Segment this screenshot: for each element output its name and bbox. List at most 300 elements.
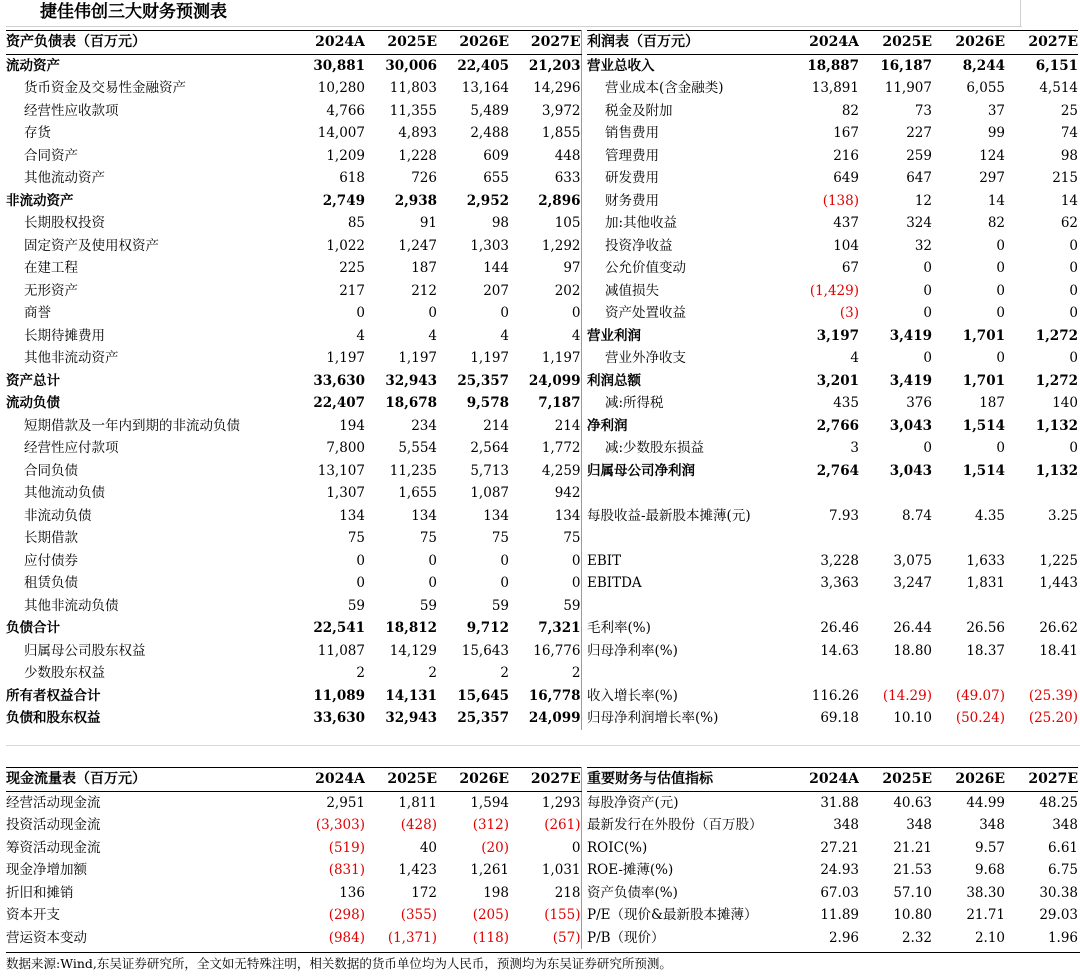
- cash_flow-cell: 1,261: [470, 862, 509, 878]
- income_statement-cell: 1,514: [962, 462, 1005, 479]
- balance_sheet-cell: 22,407: [313, 395, 365, 411]
- income_statement-cell: [932, 527, 1005, 550]
- balance_sheet-row-label: 归属母公司股东权益: [24, 642, 146, 659]
- cash_flow-cell: (312): [472, 817, 509, 833]
- key_metrics-cell: 57.10: [893, 884, 932, 901]
- balance_sheet-cell: 0: [428, 552, 437, 569]
- balance_sheet-cell: 15,643: [461, 642, 509, 659]
- cash_flow-cell: 1,031: [509, 859, 581, 882]
- income_statement-cell: 67: [841, 260, 859, 276]
- income_statement-cell: 0: [1069, 350, 1078, 366]
- income_statement-cell: 26.44: [893, 620, 932, 636]
- balance_sheet-row: [6, 685, 581, 708]
- page-title: 捷佳伟创三大财务预测表: [40, 2, 227, 22]
- key_metrics-year-header: 2027E: [1005, 768, 1078, 792]
- balance_sheet-cell: 0: [500, 552, 509, 569]
- income_statement-cell: 0: [996, 440, 1005, 456]
- income_statement-cell: 216: [833, 147, 859, 164]
- cash_flow-cell: (519): [328, 839, 365, 856]
- income_statement-row-label: 净利润: [587, 417, 628, 434]
- income_statement-row: [587, 190, 1078, 213]
- cash_flow-cell: 1,423: [398, 862, 437, 878]
- income_statement-cell: 18.80: [893, 642, 932, 659]
- income_statement-row: [587, 662, 1078, 685]
- income_statement-cell: 8,244: [962, 57, 1005, 74]
- balance_sheet-cell: 18,678: [385, 395, 437, 411]
- balance_sheet-cell: 1,022: [326, 237, 365, 254]
- balance_sheet-cell: 9,578: [466, 395, 509, 411]
- balance_sheet-cell: 11,803: [389, 80, 437, 96]
- balance_sheet-row: [6, 550, 581, 573]
- balance_sheet-cell: 214: [483, 417, 509, 434]
- income_statement-row: [587, 212, 1078, 235]
- balance_sheet-cell: 91: [419, 215, 437, 231]
- income_statement-cell: 0: [996, 237, 1005, 254]
- key_metrics-cell: 348: [979, 817, 1005, 833]
- balance_sheet-cell: 5,713: [470, 462, 509, 479]
- balance_sheet-cell: 0: [356, 305, 365, 321]
- income_statement-year-header: 2027E: [1005, 31, 1078, 55]
- income_statement-row: [587, 482, 1078, 505]
- balance_sheet-row-label: 长期借款: [24, 530, 78, 546]
- income_statement-cell: 0: [996, 282, 1005, 299]
- income_statement-cell: 140: [1052, 395, 1078, 411]
- income_statement-row: [587, 460, 1078, 483]
- income_statement-cell: 0: [1069, 440, 1078, 456]
- income_statement-row-label: 减值损失: [605, 282, 659, 299]
- income_statement-row: [587, 595, 1078, 618]
- income_statement-table: [587, 30, 1078, 730]
- income_statement-cell: 124: [979, 147, 1005, 164]
- balance_sheet-cell: 32,943: [385, 710, 437, 726]
- balance_sheet-row: [6, 662, 581, 685]
- income_statement-cell: [859, 527, 932, 550]
- income_statement-cell: 14: [987, 192, 1005, 209]
- balance_sheet-cell: 1,772: [509, 437, 581, 460]
- balance_sheet-cell: 59: [419, 597, 437, 614]
- income_statement-cell: [859, 662, 932, 685]
- balance_sheet-cell: 2,488: [470, 125, 509, 141]
- balance_sheet-row: [6, 325, 581, 348]
- cash_flow-cell: (261): [509, 814, 581, 837]
- balance_sheet-cell: 4: [356, 327, 365, 344]
- income_statement-cell: [932, 482, 1005, 505]
- income_statement-row: [587, 54, 1078, 77]
- income_statement-row-label: 营业外净收支: [605, 350, 686, 366]
- income_statement-row: [587, 572, 1078, 595]
- balance_sheet-row-label: 其他流动负债: [24, 485, 105, 501]
- balance_sheet-row: [6, 54, 581, 77]
- income_statement-row-label: 加:其他收益: [605, 215, 678, 231]
- income_statement-cell: [859, 482, 932, 505]
- balance_sheet-row-label: 经营性应付款项: [24, 440, 119, 456]
- balance_sheet-cell: 30,006: [385, 57, 437, 74]
- income_statement-cell: 74: [1060, 125, 1078, 141]
- source-note: 数据来源:Wind,东吴证券研究所，全文如无特殊注明，相关数据的货币单位均为人民币，预测均为东吴证券研究所预测。: [6, 952, 1080, 975]
- balance_sheet-cell: 30,881: [313, 57, 365, 74]
- income_statement-cell: 0: [923, 282, 932, 299]
- income_statement-cell: 8.74: [901, 507, 932, 524]
- balance_sheet-cell: 75: [419, 530, 437, 546]
- income_statement-cell: 10.10: [893, 710, 932, 726]
- income_statement-cell: (25.20): [1028, 710, 1078, 726]
- cash_flow-cell: (1,371): [387, 929, 437, 946]
- key_metrics-year-header: 2024A: [779, 768, 859, 792]
- income_statement-row: [587, 617, 1078, 640]
- balance_sheet-cell: 134: [339, 507, 365, 524]
- balance_sheet-row: [6, 235, 581, 258]
- key_metrics-row: [587, 791, 1078, 814]
- income_statement-row-label: [587, 482, 779, 505]
- income_statement-cell: 0: [1069, 305, 1078, 321]
- income_statement-cell: 649: [833, 170, 859, 186]
- balance_sheet-cell: 5,554: [398, 440, 437, 456]
- income_statement-cell: [859, 595, 932, 618]
- cash_flow-cell: 1,293: [509, 791, 581, 814]
- key_metrics-row: [587, 837, 1078, 860]
- income_statement-cell: [779, 595, 859, 618]
- balance_sheet-cell: 11,087: [317, 642, 365, 659]
- income_statement-row-label: 投资净收益: [605, 237, 673, 254]
- income_statement-cell: 0: [996, 305, 1005, 321]
- income_statement-row-label: 营业成本(含金融类): [605, 80, 724, 96]
- income_statement-cell: 3,363: [820, 575, 859, 591]
- income_statement-cell: 14: [1060, 192, 1078, 209]
- income_statement-cell: 4.35: [974, 507, 1005, 524]
- income_statement-row-label: 财务费用: [605, 192, 659, 209]
- income_statement-cell: 3.25: [1047, 507, 1078, 524]
- income_statement-cell: 0: [923, 350, 932, 366]
- key_metrics-row: [587, 882, 1078, 905]
- income_statement-row: [587, 347, 1078, 370]
- cash_flow-cell: 136: [339, 884, 365, 901]
- balance_sheet-cell: 134: [411, 507, 437, 524]
- balance_sheet-cell: 105: [509, 212, 581, 235]
- balance_sheet-cell: 98: [491, 215, 509, 231]
- balance_sheet-cell: 33,630: [313, 710, 365, 726]
- cash_flow-header-title: 现金流量表（百万元）: [6, 768, 295, 792]
- balance_sheet-cell: 59: [491, 597, 509, 614]
- balance_sheet-row: [6, 347, 581, 370]
- balance_sheet-row: [6, 167, 581, 190]
- key_metrics-row: [587, 904, 1078, 927]
- income_statement-cell: [932, 662, 1005, 685]
- income_statement-row-label: 管理费用: [605, 147, 659, 164]
- key_metrics-row: [587, 814, 1078, 837]
- balance_sheet-row-label: 负债和股东权益: [6, 710, 101, 726]
- key_metrics-cell: 348: [906, 817, 932, 833]
- cash_flow-row: [6, 791, 581, 814]
- balance_sheet-row: [6, 190, 581, 213]
- balance_sheet-cell: 0: [500, 575, 509, 591]
- income_statement-cell: (14.29): [882, 687, 932, 704]
- income_statement-cell: 376: [906, 395, 932, 411]
- balance_sheet-cell: 1,303: [470, 237, 509, 254]
- income_statement-row-label: 归属母公司净利润: [587, 462, 695, 479]
- balance_sheet-cell: 1,855: [509, 122, 581, 145]
- income_statement-row: [587, 640, 1078, 663]
- balance_sheet-cell: 7,187: [509, 392, 581, 415]
- income_statement-cell: 187: [979, 395, 1005, 411]
- key_metrics-cell: 1.96: [1047, 929, 1078, 946]
- key_metrics-row-label: ROIC(%): [587, 839, 648, 856]
- balance_sheet-cell: 2,938: [394, 192, 437, 209]
- income_statement-row: [587, 167, 1078, 190]
- balance_sheet-cell: 85: [347, 215, 365, 231]
- balance_sheet-cell: 187: [411, 260, 437, 276]
- balance_sheet-cell: 2: [356, 665, 365, 681]
- income_statement-cell: 0: [1069, 260, 1078, 276]
- income_statement-row: [587, 707, 1078, 730]
- balance_sheet-row-label: 商誉: [24, 305, 51, 321]
- key_metrics-row: [587, 859, 1078, 882]
- income_statement-cell: (138): [822, 192, 859, 209]
- balance_sheet-cell: 14,296: [509, 77, 581, 100]
- cash_flow-cell: (428): [400, 817, 437, 833]
- income_statement-cell: 26.56: [966, 620, 1005, 636]
- cash_flow-row-label: 折旧和摊销: [6, 884, 74, 901]
- key_metrics-cell: 21.53: [893, 862, 932, 878]
- income_statement-cell: 3,043: [889, 462, 932, 479]
- balance_sheet-year-header: 2027E: [509, 31, 581, 55]
- cash_flow-row: [6, 882, 581, 905]
- income_statement-cell: 6,055: [966, 80, 1005, 96]
- balance_sheet-cell: 1,209: [326, 147, 365, 164]
- income_statement-cell: [779, 662, 859, 685]
- key_metrics-cell: 31.88: [820, 794, 859, 811]
- cash_flow-cell: (3,303): [315, 817, 365, 833]
- balance_sheet-row-label: 资产总计: [6, 372, 60, 389]
- balance_sheet-cell: 24,099: [509, 707, 581, 730]
- balance_sheet-cell: 726: [411, 170, 437, 186]
- balance_sheet-cell: 2: [509, 662, 581, 685]
- income_statement-header-row: [587, 31, 1078, 55]
- cash_flow-cell: (118): [472, 929, 509, 946]
- balance_sheet-row: [6, 212, 581, 235]
- balance-sheet-table-wrap: [6, 30, 582, 730]
- balance_sheet-cell: 448: [509, 145, 581, 168]
- income_statement-cell: 3,043: [889, 417, 932, 434]
- cash_flow-cell: 218: [509, 882, 581, 905]
- balance_sheet-row-label: 其他流动资产: [24, 170, 105, 186]
- key_metrics-cell: 10.80: [893, 907, 932, 923]
- balance_sheet-cell: 1,197: [470, 350, 509, 366]
- key_metrics-year-header: 2025E: [859, 768, 932, 792]
- cash_flow-cell: 198: [483, 884, 509, 901]
- income_statement-cell: (49.07): [955, 687, 1005, 704]
- balance_sheet-cell: 942: [509, 482, 581, 505]
- income_statement-cell: 0: [923, 440, 932, 456]
- income_statement-cell: 3,197: [816, 327, 859, 344]
- income_statement-cell: 13,891: [811, 80, 859, 96]
- income_statement-cell: 14.63: [820, 642, 859, 659]
- income_statement-row-label: EBITDA: [587, 575, 642, 591]
- income_statement-year-header: 2024A: [779, 31, 859, 55]
- income_statement-row: [587, 235, 1078, 258]
- income_statement-cell: [932, 595, 1005, 618]
- balance_sheet-cell: 134: [483, 507, 509, 524]
- balance_sheet-cell: 33,630: [313, 372, 365, 389]
- income_statement-cell: 18,887: [807, 57, 859, 74]
- balance_sheet-cell: 59: [347, 597, 365, 614]
- income_statement-row: [587, 325, 1078, 348]
- balance_sheet-cell: 0: [428, 305, 437, 321]
- balance_sheet-row-label: 货币资金及交易性金融资产: [24, 80, 186, 96]
- income_statement-row-label: [587, 527, 779, 550]
- balance_sheet-row-label: 非流动资产: [6, 192, 74, 209]
- cash_flow-cell: (20): [481, 839, 509, 856]
- balance_sheet-cell: 14,007: [317, 125, 365, 141]
- balance_sheet-row: [6, 595, 581, 618]
- key_metrics-row-label: 最新发行在外股份（百万股）: [587, 817, 763, 833]
- balance_sheet-cell: 0: [500, 305, 509, 321]
- balance_sheet-row: [6, 482, 581, 505]
- income_statement-cell: [1005, 595, 1078, 618]
- balance_sheet-row-label: 负债合计: [6, 620, 60, 636]
- income_statement-cell: 73: [914, 102, 932, 119]
- income_statement-row-label: 研发费用: [605, 170, 659, 186]
- key_metrics-cell: 348: [1052, 817, 1078, 833]
- income_statement-row: [587, 145, 1078, 168]
- income_statement-row-label: 毛利率(%): [587, 620, 651, 636]
- key_metrics-cell: 9.68: [974, 862, 1005, 878]
- income_statement-cell: [779, 482, 859, 505]
- income_statement-cell: [779, 527, 859, 550]
- key_metrics-cell: 30.38: [1039, 884, 1078, 901]
- income_statement-header-title: 利润表（百万元）: [587, 31, 779, 55]
- balance_sheet-cell: 633: [509, 167, 581, 190]
- balance_sheet-row: [6, 280, 581, 303]
- income_statement-cell: 259: [906, 147, 932, 164]
- balance_sheet-row: [6, 77, 581, 100]
- balance_sheet-row-label: 少数股东权益: [24, 665, 105, 681]
- balance_sheet-row-label: 无形资产: [24, 282, 78, 299]
- balance_sheet-cell: 234: [411, 417, 437, 434]
- income_statement-cell: (25.39): [1028, 687, 1078, 704]
- income_statement-cell: 116.26: [811, 687, 859, 704]
- balance_sheet-cell: 217: [339, 282, 365, 299]
- balance_sheet-row: [6, 100, 581, 123]
- key_metrics-cell: 21.21: [893, 839, 932, 856]
- cash_flow-row-label: 筹资活动现金流: [6, 839, 101, 856]
- balance_sheet-cell: 14,131: [385, 687, 437, 704]
- balance_sheet-cell: 13,164: [461, 80, 509, 96]
- key_metrics-cell: 21.71: [966, 907, 1005, 923]
- cash_flow-cell: (205): [472, 907, 509, 923]
- balance_sheet-cell: 2,896: [509, 190, 581, 213]
- balance_sheet-cell: 18,812: [385, 620, 437, 636]
- balance_sheet-row-label: 合同负债: [24, 462, 78, 479]
- balance_sheet-row-label: 租赁负债: [24, 575, 78, 591]
- balance_sheet-cell: 2,749: [322, 192, 365, 209]
- income_statement-row: [587, 437, 1078, 460]
- balance_sheet-cell: 4,259: [509, 460, 581, 483]
- balance_sheet-cell: 609: [483, 147, 509, 164]
- income_statement-cell: 1,701: [962, 372, 1005, 389]
- income_statement-cell: (1,429): [809, 282, 859, 299]
- income_statement-cell: 3,228: [820, 552, 859, 569]
- balance_sheet-cell: 22,541: [313, 620, 365, 636]
- key_metrics-cell: 40.63: [893, 794, 932, 811]
- income_statement-cell: 0: [923, 305, 932, 321]
- key_metrics-cell: 11.89: [820, 907, 859, 923]
- balance_sheet-cell: 4: [509, 325, 581, 348]
- income_statement-row: [587, 550, 1078, 573]
- cash-flow-table-wrap: [6, 767, 582, 949]
- income_statement-cell: 1,831: [966, 575, 1005, 591]
- balance_sheet-cell: 75: [509, 527, 581, 550]
- balance_sheet-cell: 11,235: [389, 462, 437, 479]
- income_statement-row: [587, 415, 1078, 438]
- income_statement-row-label: 营业利润: [587, 327, 641, 344]
- income_statement-cell: 297: [979, 170, 1005, 186]
- balance_sheet-row: [6, 707, 581, 730]
- balance_sheet-cell: 0: [356, 575, 365, 591]
- income_statement-row: [587, 302, 1078, 325]
- key_metrics-header-title: 重要财务与估值指标: [587, 768, 779, 792]
- balance_sheet-cell: 1,228: [398, 147, 437, 164]
- key_metrics-cell: 2.32: [901, 929, 932, 946]
- key_metrics-cell: 9.57: [974, 839, 1005, 856]
- balance_sheet-cell: 202: [509, 280, 581, 303]
- balance_sheet-cell: 75: [491, 530, 509, 546]
- income_statement-row-label: [587, 662, 779, 685]
- income_statement-cell: 437: [833, 215, 859, 231]
- balance_sheet-row-label: 其他非流动负债: [24, 597, 119, 614]
- income_statement-cell: 104: [833, 237, 859, 254]
- balance_sheet-cell: 14,129: [389, 642, 437, 659]
- income_statement-cell: 215: [1052, 170, 1078, 186]
- balance_sheet-row-label: 在建工程: [24, 260, 78, 276]
- cash_flow-cell: (155): [509, 904, 581, 927]
- income_statement-cell: 12: [914, 192, 932, 209]
- cash_flow-year-header: 2027E: [509, 768, 581, 792]
- cash_flow-row-label: 资本开支: [6, 907, 60, 923]
- balance_sheet-cell: 194: [339, 417, 365, 434]
- income_statement-cell: 0: [1069, 237, 1078, 254]
- balance_sheet-cell: 0: [509, 302, 581, 325]
- balance_sheet-year-header: 2025E: [365, 31, 437, 55]
- balance_sheet-row-label: 所有者权益合计: [6, 687, 101, 704]
- balance_sheet-cell: 4,766: [326, 102, 365, 119]
- balance_sheet-cell: 214: [509, 415, 581, 438]
- income_statement-cell: 99: [987, 125, 1005, 141]
- cash_flow-year-header: 2026E: [437, 768, 509, 792]
- income_statement-cell: 1,443: [1039, 575, 1078, 591]
- balance_sheet-cell: 1,292: [509, 235, 581, 258]
- income_statement-cell: 1,272: [1035, 327, 1078, 344]
- balance_sheet-cell: 1,197: [509, 347, 581, 370]
- cash_flow-header-row: [6, 768, 581, 792]
- income_statement-cell: 1,514: [962, 417, 1005, 434]
- income_statement-row-label: [587, 595, 779, 618]
- balance_sheet-row-label: 合同资产: [24, 147, 78, 164]
- balance_sheet-row: [6, 640, 581, 663]
- cash_flow-cell: 40: [419, 839, 437, 856]
- key_metrics-cell: 29.03: [1039, 907, 1078, 923]
- cash_flow-table: [6, 767, 582, 949]
- income_statement-row-label: 营业总收入: [587, 57, 655, 74]
- key_metrics-cell: 348: [833, 817, 859, 833]
- balance_sheet-row-label: 存货: [24, 125, 51, 141]
- income_statement-row: [587, 280, 1078, 303]
- income_statement-row: [587, 392, 1078, 415]
- balance_sheet-row-label: 经营性应收款项: [24, 102, 119, 119]
- income_statement-row-label: 资产处置收益: [605, 305, 686, 321]
- income_statement-cell: 26.46: [820, 620, 859, 636]
- balance_sheet-cell: 134: [509, 505, 581, 528]
- key_metrics-cell: 2.96: [828, 929, 859, 946]
